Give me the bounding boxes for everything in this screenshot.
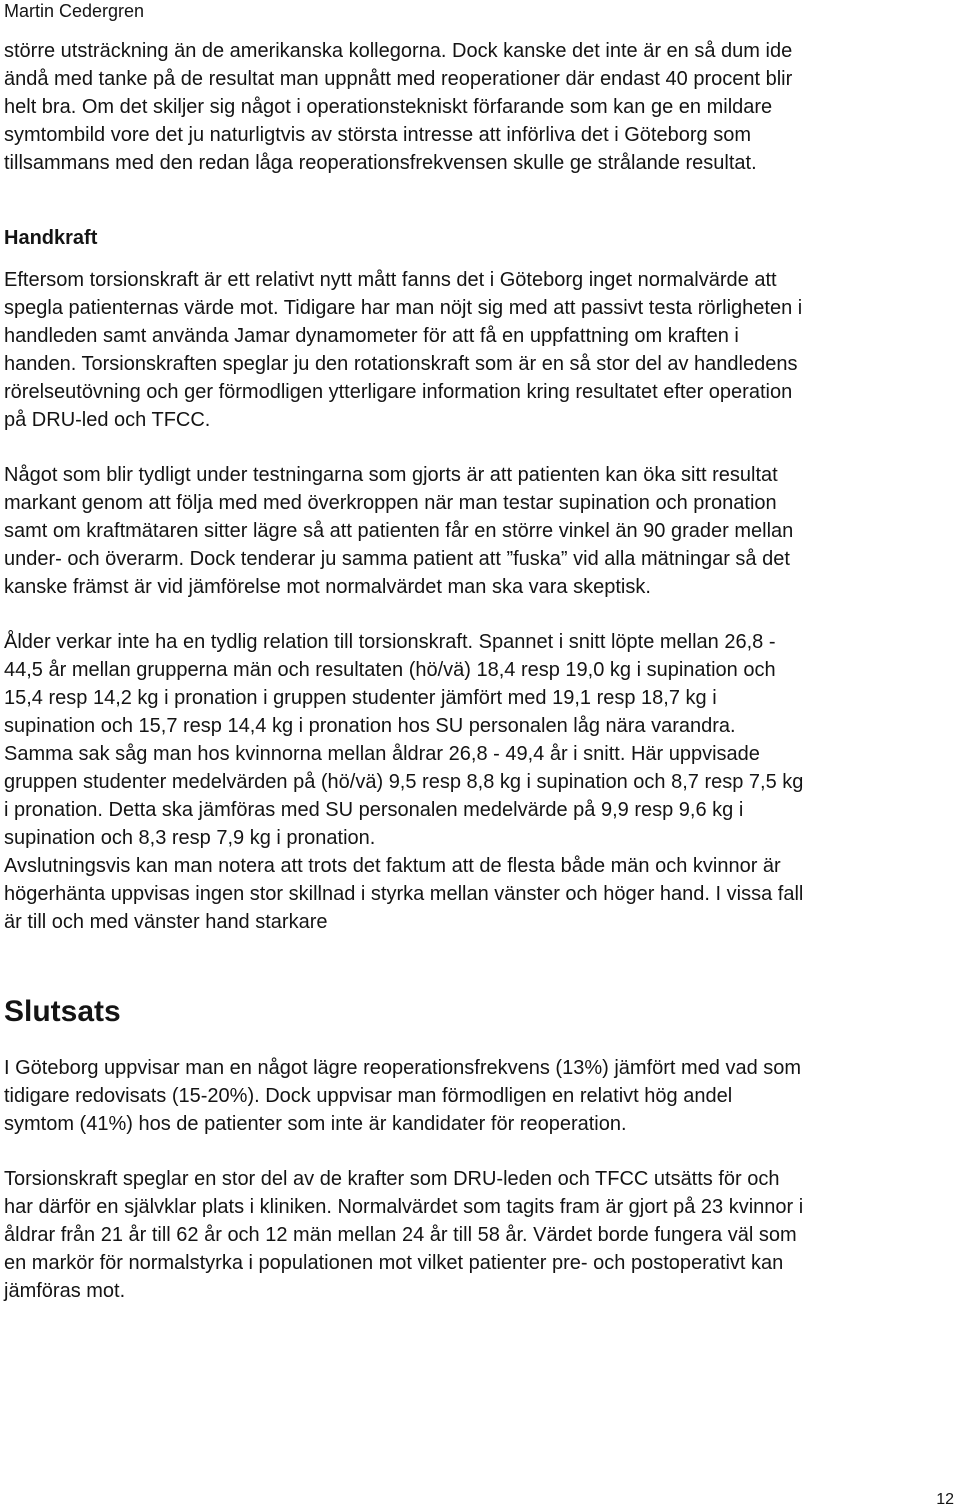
text-line: I Göteborg uppvisar man en något lägre reoperationsfrekvens (13%) jämfört med vad som — [4, 1057, 802, 1079]
text-line: symtom (41%) hos de patienter som inte är kandidater för reoperation. — [4, 1113, 627, 1135]
text-line: Torsionskraft speglar en stor del av de krafter som DRU-leden och TFCC utsätts för och — [4, 1168, 780, 1190]
handkraft-paragraph-2 — [4, 461, 954, 601]
text-line: en markör för normalstyrka i populationen mot vilket patienter pre- och postoperativt kan — [4, 1252, 784, 1274]
text-line: tillsammans med den redan låga reoperationsfrekvensen skulle ge strålande resultat. — [4, 152, 757, 174]
text-line: jämföras mot. — [4, 1280, 126, 1302]
text-line: kanske främst är vid jämförelse mot normalvärdet man ska vara skeptisk. — [4, 576, 651, 598]
text-line: åldrar från 21 år till 62 år och 12 män mellan 24 år till 58 år. Värdet borde fungera väl som — [4, 1224, 797, 1246]
running-header-author: Martin Cedergren — [4, 1, 145, 21]
page-number: 12 — [936, 1491, 954, 1508]
text-line: rörelseutövning och ger förmodligen ytterligare information kring resultatet efter operation — [4, 381, 793, 403]
text-line: Avslutningsvis kan man notera att trots det faktum att de flesta både män och kvinnor är — [4, 855, 781, 877]
handkraft-paragraph-3 — [4, 628, 954, 936]
text-line: supination och 15,7 resp 14,4 kg i pronation hos SU personalen låg nära varandra. — [4, 715, 736, 737]
text-line: gruppen studenter medelvärden på (hö/vä) 9,5 resp 8,8 kg i supination och 8,7 resp 7,5 kg — [4, 771, 804, 793]
text-line: är till och med vänster hand starkare — [4, 911, 328, 933]
section-heading-handkraft: Handkraft — [4, 227, 98, 249]
section-heading-slutsats: Slutsats — [4, 995, 121, 1028]
text-line: spegla patienternas värde mot. Tidigare har man nöjt sig med att passivt testa rörligheten i — [4, 297, 803, 319]
text-line: Något som blir tydligt under testningarna som gjorts är att patienten kan öka sitt resultat — [4, 464, 778, 486]
text-line: har därför en självklar plats i kliniken. Normalvärdet som tagits fram är gjort på 23 kvinnor i — [4, 1196, 804, 1218]
text-line: handen. Torsionskraften speglar ju den rotationskraft som är en så stor del av handledens — [4, 353, 798, 375]
text-line: markant genom att följa med med överkroppen när man testar supination och pronation — [4, 492, 777, 514]
text-line: högerhänta uppvisas ingen stor skillnad i styrka mellan vänster och höger hand. I vissa fall — [4, 883, 804, 905]
slutsats-paragraph-1 — [4, 1054, 954, 1138]
intro-paragraph — [4, 37, 954, 177]
text-line: tidigare redovisats (15-20%). Dock uppvisar man förmodligen en relativt hög andel — [4, 1085, 733, 1107]
document-body — [4, 37, 954, 1305]
text-line: samt om kraftmätaren sitter lägre så att patienten får en större vinkel än 90 grader mellan — [4, 520, 794, 542]
handkraft-paragraph-1 — [4, 266, 954, 434]
text-line: 15,4 resp 14,2 kg i pronation i gruppen studenter jämfört med 19,1 resp 18,7 kg i — [4, 687, 717, 709]
text-line: ändå med tanke på de resultat man uppnått med reoperationer där endast 40 procent blir — [4, 68, 793, 90]
text-line: Ålder verkar inte ha en tydlig relation till torsionskraft. Spannet i snitt löpte mellan 26,8 - — [4, 631, 776, 653]
text-line: Eftersom torsionskraft är ett relativt nytt mått fanns det i Göteborg inget normalvärde att — [4, 269, 777, 291]
text-line: handleden samt använda Jamar dynamometer för att få en uppfattning om kraften i — [4, 325, 739, 347]
text-line: supination och 8,3 resp 7,9 kg i pronation. — [4, 827, 376, 849]
text-line: symtombild vore det ju naturligtvis av största intresse att införliva det i Göteborg som — [4, 124, 751, 146]
text-line: i pronation. Detta ska jämföras med SU personalen medelvärde på 9,9 resp 9,6 kg i — [4, 799, 744, 821]
text-line: 44,5 år mellan grupperna män och resultaten (hö/vä) 18,4 resp 19,0 kg i supination och — [4, 659, 776, 681]
text-line: på DRU-led och TFCC. — [4, 409, 211, 431]
text-line: större utsträckning än de amerikanska kollegorna. Dock kanske det inte är en så dum ide — [4, 40, 793, 62]
slutsats-paragraph-2 — [4, 1165, 954, 1305]
text-line: Samma sak såg man hos kvinnorna mellan åldrar 26,8 - 49,4 år i snitt. Här uppvisade — [4, 743, 760, 765]
text-line: helt bra. Om det skiljer sig något i operationstekniskt förfarande som kan ge en mildare — [4, 96, 773, 118]
text-line: under- och överarm. Dock tenderar ju samma patient att ”fuska” vid alla mätningar så det — [4, 548, 790, 570]
